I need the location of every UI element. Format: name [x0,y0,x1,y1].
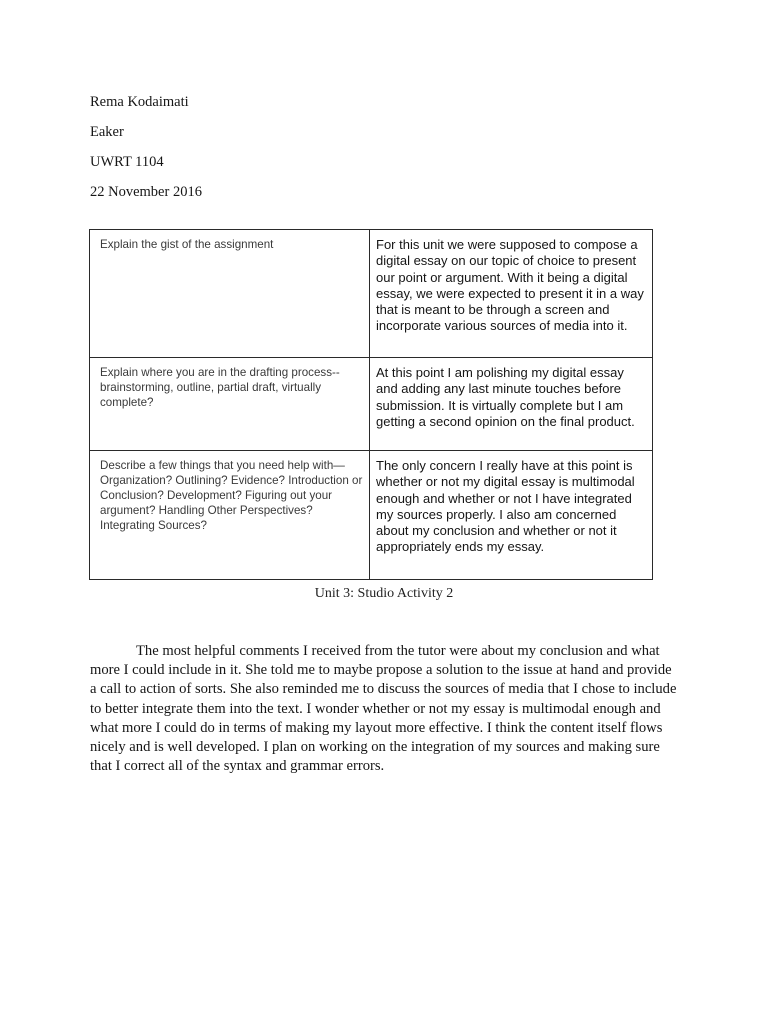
answer-text: At this point I am polishing my digital essay and adding any last minute touches before submission. It is virtually complete but I am getting a second opinion on the final product. [376,365,635,429]
answer-cell [370,451,653,580]
question-text: Describe a few things that you need help with—Organization? Outlining? Evidence? Introduction or Conclusion? Development? Figuring out your argument? Handling Other Perspectives? Integrating Sources? [100,459,363,532]
question-cell [90,230,370,358]
date: 22 November 2016 [90,184,202,200]
table-row [90,358,653,451]
question-text: Explain where you are in the drafting process--brainstorming, outline, partial draft, virtually complete? [100,366,340,409]
answer-cell [370,358,653,451]
body-paragraph: The most helpful comments I received from the tutor were about my conclusion and what more I could include in it. She told me to maybe propose a solution to the issue at hand and provide a call to action of sorts. She also reminded me to discuss the sources of media that I chose to include to better integrate them into the text. I wonder whether or not my essay is multimodal enough and what more I could do in terms of making my layout more effective. I think the content itself flows nicely and is well developed. I plan on working on the integration of my sources and making sure that I correct all of the syntax and grammar errors. [90,643,677,775]
answer-text: The only concern I really have at this point is whether or not my digital essay is multimodal enough and whether or not I have integrated my sources properly. I also am concerned about my conclusion and whether or not it appropriately ends my essay. [376,458,635,555]
question-cell [90,358,370,451]
question-text: Explain the gist of the assignment [100,238,274,251]
question-cell [90,451,370,580]
table-caption: Unit 3: Studio Activity 2 [314,586,454,601]
table-row [90,230,653,358]
instructor-name: Eaker [90,124,124,140]
table-row [90,451,653,580]
answer-text: For this unit we were supposed to compose a digital essay on our topic of choice to present our point or argument. With it being a digital essay, we were expected to present it in a way that is meant to be through a screen and incorporate various sources of media into it. [376,237,644,334]
answer-cell [370,230,653,358]
author-name: Rema Kodaimati [90,94,189,110]
course-code: UWRT 1104 [90,154,164,170]
reflection-table [89,229,653,580]
